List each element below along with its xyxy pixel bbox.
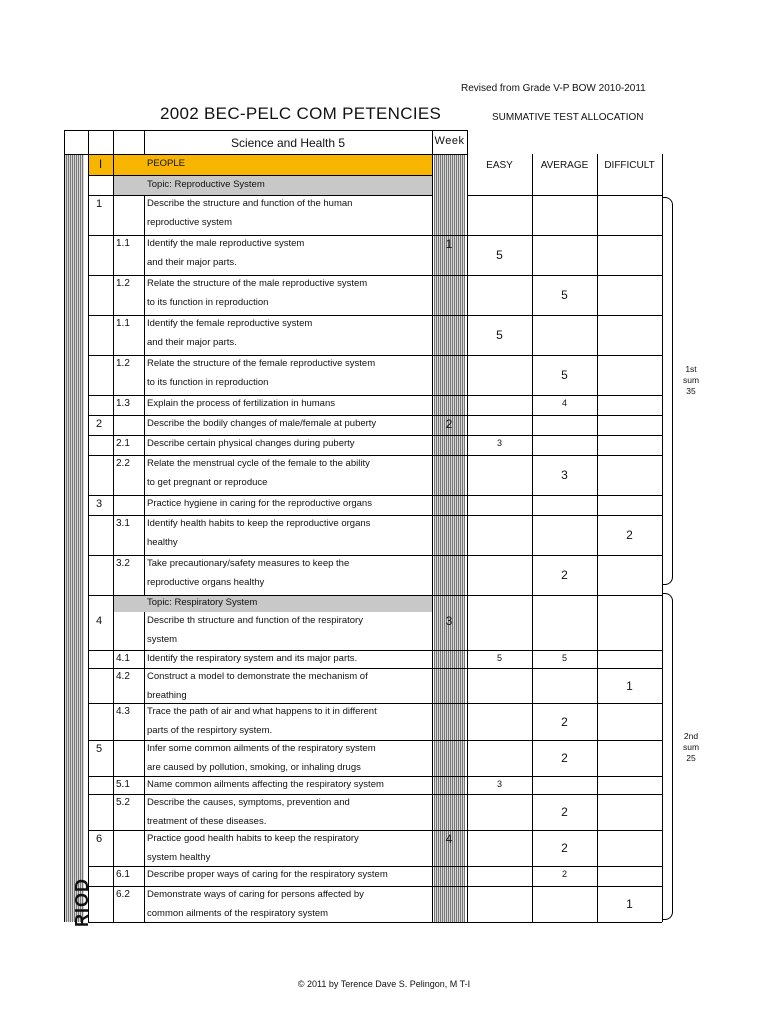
row-week: 1 (445, 237, 453, 251)
first-sum-value: 35 (686, 386, 696, 396)
summative-heading: SUMMATIVE TEST ALLOCATION (492, 112, 644, 123)
row-description-line2: and their major parts. (147, 337, 237, 348)
row-description-line2: system healthy (147, 852, 211, 863)
left-stripe-column (64, 154, 84, 922)
row-easy: 3 (496, 779, 502, 789)
row-difficult: 1 (626, 897, 633, 911)
row-sub-number: 1.1 (116, 238, 130, 249)
table-hline (88, 195, 432, 196)
row-description-line2: to get pregnant or reproduce (147, 477, 268, 488)
col-average-header: AVERAGE (540, 160, 589, 171)
row-easy: 5 (496, 248, 503, 262)
row-week: 2 (445, 417, 453, 431)
row-description-line1: Relate the structure of the female reproductive system (147, 358, 376, 369)
row-description-line1: Practice hygiene in caring for the reproductive organs (147, 498, 372, 509)
col-easy-header: EASY (486, 160, 513, 171)
table-hline (88, 830, 662, 831)
row-week: 4 (445, 832, 453, 846)
table-hline (88, 668, 662, 669)
table-hline (88, 922, 662, 923)
brace-second-sum (662, 593, 673, 920)
row-sub-number: 1.1 (116, 318, 130, 329)
row-description-line1: Describe proper ways of caring for the respiratory system (147, 869, 388, 880)
table-vline (144, 612, 145, 922)
row-description-line1: Identify the male reproductive system (147, 238, 305, 249)
table-hline (88, 740, 662, 741)
table-hline (88, 355, 662, 356)
row-description-line2: breathing (147, 690, 187, 701)
row-difficult: 1 (626, 679, 633, 693)
row-average: 2 (561, 751, 568, 765)
table-hline (88, 515, 662, 516)
row-description-line1: Practice good health habits to keep the respiratory (147, 833, 359, 844)
table-hline (88, 495, 662, 496)
row-average: 3 (561, 468, 568, 482)
row-description-line1: Describe th structure and function of the respiratory (147, 615, 363, 626)
row-description-line1: Explain the process of fertilization in humans (147, 398, 335, 409)
row-week: 3 (445, 614, 453, 628)
brace-first-sum (662, 197, 673, 585)
row-difficult: 2 (626, 528, 633, 542)
row-description-line1: Take precautionary/safety measures to keep the (147, 558, 350, 569)
row-description-line1: Identify health habits to keep the reproductive organs (147, 518, 371, 529)
table-hline (64, 154, 467, 155)
row-easy: 3 (496, 438, 502, 448)
row-sub-number: 6.2 (116, 889, 130, 900)
row-description-line1: Trace the path of air and what happens to it in different (147, 706, 377, 717)
row-description-line2: healthy (147, 537, 178, 548)
row-description-line1: Relate the menstrual cycle of the female to the ability (147, 458, 370, 469)
table-hline (88, 595, 662, 596)
row-sub-number: 3.2 (116, 558, 130, 569)
period-label: RIOD (72, 878, 92, 927)
row-sub-number: 5.2 (116, 797, 130, 808)
row-description-line2: common ailments of the respiratory system (147, 908, 329, 919)
second-sum-label-1: 2nd (683, 731, 699, 741)
table-hline (88, 395, 662, 396)
subject-header: Science and Health 5 (230, 136, 346, 150)
topic-reproductive: Topic: Reproductive System (147, 179, 265, 190)
row-description-line2: treatment of these diseases. (147, 816, 267, 827)
revised-note: Revised from Grade V-P BOW 2010-2011 (461, 83, 646, 94)
people-row-fill (88, 154, 432, 175)
row-sub-number: 6.1 (116, 869, 130, 880)
row-description-line2: are caused by pollution, smoking, or inhaling drugs (147, 762, 361, 773)
row-average: 2 (561, 568, 568, 582)
row-description-line1: Infer some common ailments of the respiratory system (147, 743, 376, 754)
row-description-line2: parts of the respirtory system. (147, 725, 273, 736)
table-hline (88, 555, 662, 556)
table-vline (113, 130, 114, 922)
row-description-line1: Relate the structure of the male reproductive system (147, 278, 368, 289)
row-number: 5 (96, 743, 103, 755)
row-description-line1: Describe certain physical changes during puberty (147, 438, 355, 449)
row-average: 5 (561, 368, 568, 382)
row-average: 2 (561, 715, 568, 729)
row-description-line2: system (147, 634, 178, 645)
row-description-line1: Describe the bodily changes of male/female at puberty (147, 418, 377, 429)
table-hline (88, 415, 662, 416)
row-number: 1 (96, 198, 103, 210)
first-sum-label-2: sum (682, 375, 700, 385)
table-hline (88, 866, 662, 867)
table-hline (88, 703, 662, 704)
table-hline (88, 275, 662, 276)
table-hline (88, 175, 432, 176)
row-sub-number: 1.3 (116, 398, 130, 409)
row-description-line1: Demonstrate ways of caring for persons affected by (147, 889, 364, 900)
row-sub-number: 5.1 (116, 779, 130, 790)
row-sub-number: 1.2 (116, 278, 130, 289)
table-hline (88, 315, 662, 316)
row-description-line2: to its function in reproduction (147, 377, 269, 388)
row-description-line2: reproductive organs healthy (147, 577, 265, 588)
table-hline (64, 130, 467, 131)
table-hline (88, 776, 662, 777)
row-description-line1: Describe the causes, symptoms, prevention and (147, 797, 350, 808)
row-description-line1: Name common ailments affecting the respiratory system (147, 779, 384, 790)
roman-numeral: I (98, 157, 103, 171)
table-vline (64, 130, 65, 922)
row-description-line2: reproductive system (147, 217, 233, 228)
row-sub-number: 2.2 (116, 458, 130, 469)
row-sub-number: 3.1 (116, 518, 130, 529)
table-vline (88, 130, 89, 922)
row-description-line1: Identify the respiratory system and its major parts. (147, 653, 358, 664)
week-header: Week (434, 135, 465, 147)
row-description-line1: Identify the female reproductive system (147, 318, 313, 329)
people-label: PEOPLE (147, 158, 186, 169)
table-hline (88, 435, 662, 436)
table-hline (88, 650, 662, 651)
row-average: 4 (561, 398, 567, 408)
row-number: 3 (96, 498, 103, 510)
topic-respiratory: Topic: Respiratory System (147, 597, 258, 608)
table-hline (88, 235, 662, 236)
row-number: 2 (96, 418, 103, 430)
row-easy: 5 (496, 328, 503, 342)
table-hline (88, 886, 662, 887)
row-sub-number: 4.2 (116, 671, 130, 682)
row-number: 6 (96, 833, 103, 845)
row-average: 2 (561, 841, 568, 855)
second-sum-value: 25 (686, 753, 696, 763)
row-average: 5 (561, 653, 567, 663)
row-sub-number: 1.2 (116, 358, 130, 369)
row-average: 2 (561, 869, 567, 879)
row-description-line1: Construct a model to demonstrate the mechanism of (147, 671, 368, 682)
row-number: 4 (96, 615, 103, 627)
col-difficult-header: DIFFICULT (604, 160, 655, 171)
row-sub-number: 2.1 (116, 438, 130, 449)
row-easy: 5 (496, 653, 502, 663)
row-average: 2 (561, 805, 568, 819)
row-description-line2: and their major parts. (147, 257, 237, 268)
table-hline (88, 455, 662, 456)
table-hline (467, 195, 662, 196)
footer-copyright: © 2011 by Terence Dave S. Pelingon, M T-I (297, 979, 471, 989)
row-description-line1: Describe the structure and function of the human (147, 198, 353, 209)
row-average: 5 (561, 288, 568, 302)
table-hline (88, 794, 662, 795)
row-sub-number: 4.3 (116, 706, 130, 717)
first-sum-label-1: 1st (685, 364, 697, 374)
row-sub-number: 4.1 (116, 653, 130, 664)
second-sum-label-2: sum (682, 742, 700, 752)
page-title: 2002 BEC-PELC COM PETENCIES (160, 104, 442, 123)
week-stripe-column (434, 154, 465, 922)
row-description-line2: to its function in reproduction (147, 297, 269, 308)
